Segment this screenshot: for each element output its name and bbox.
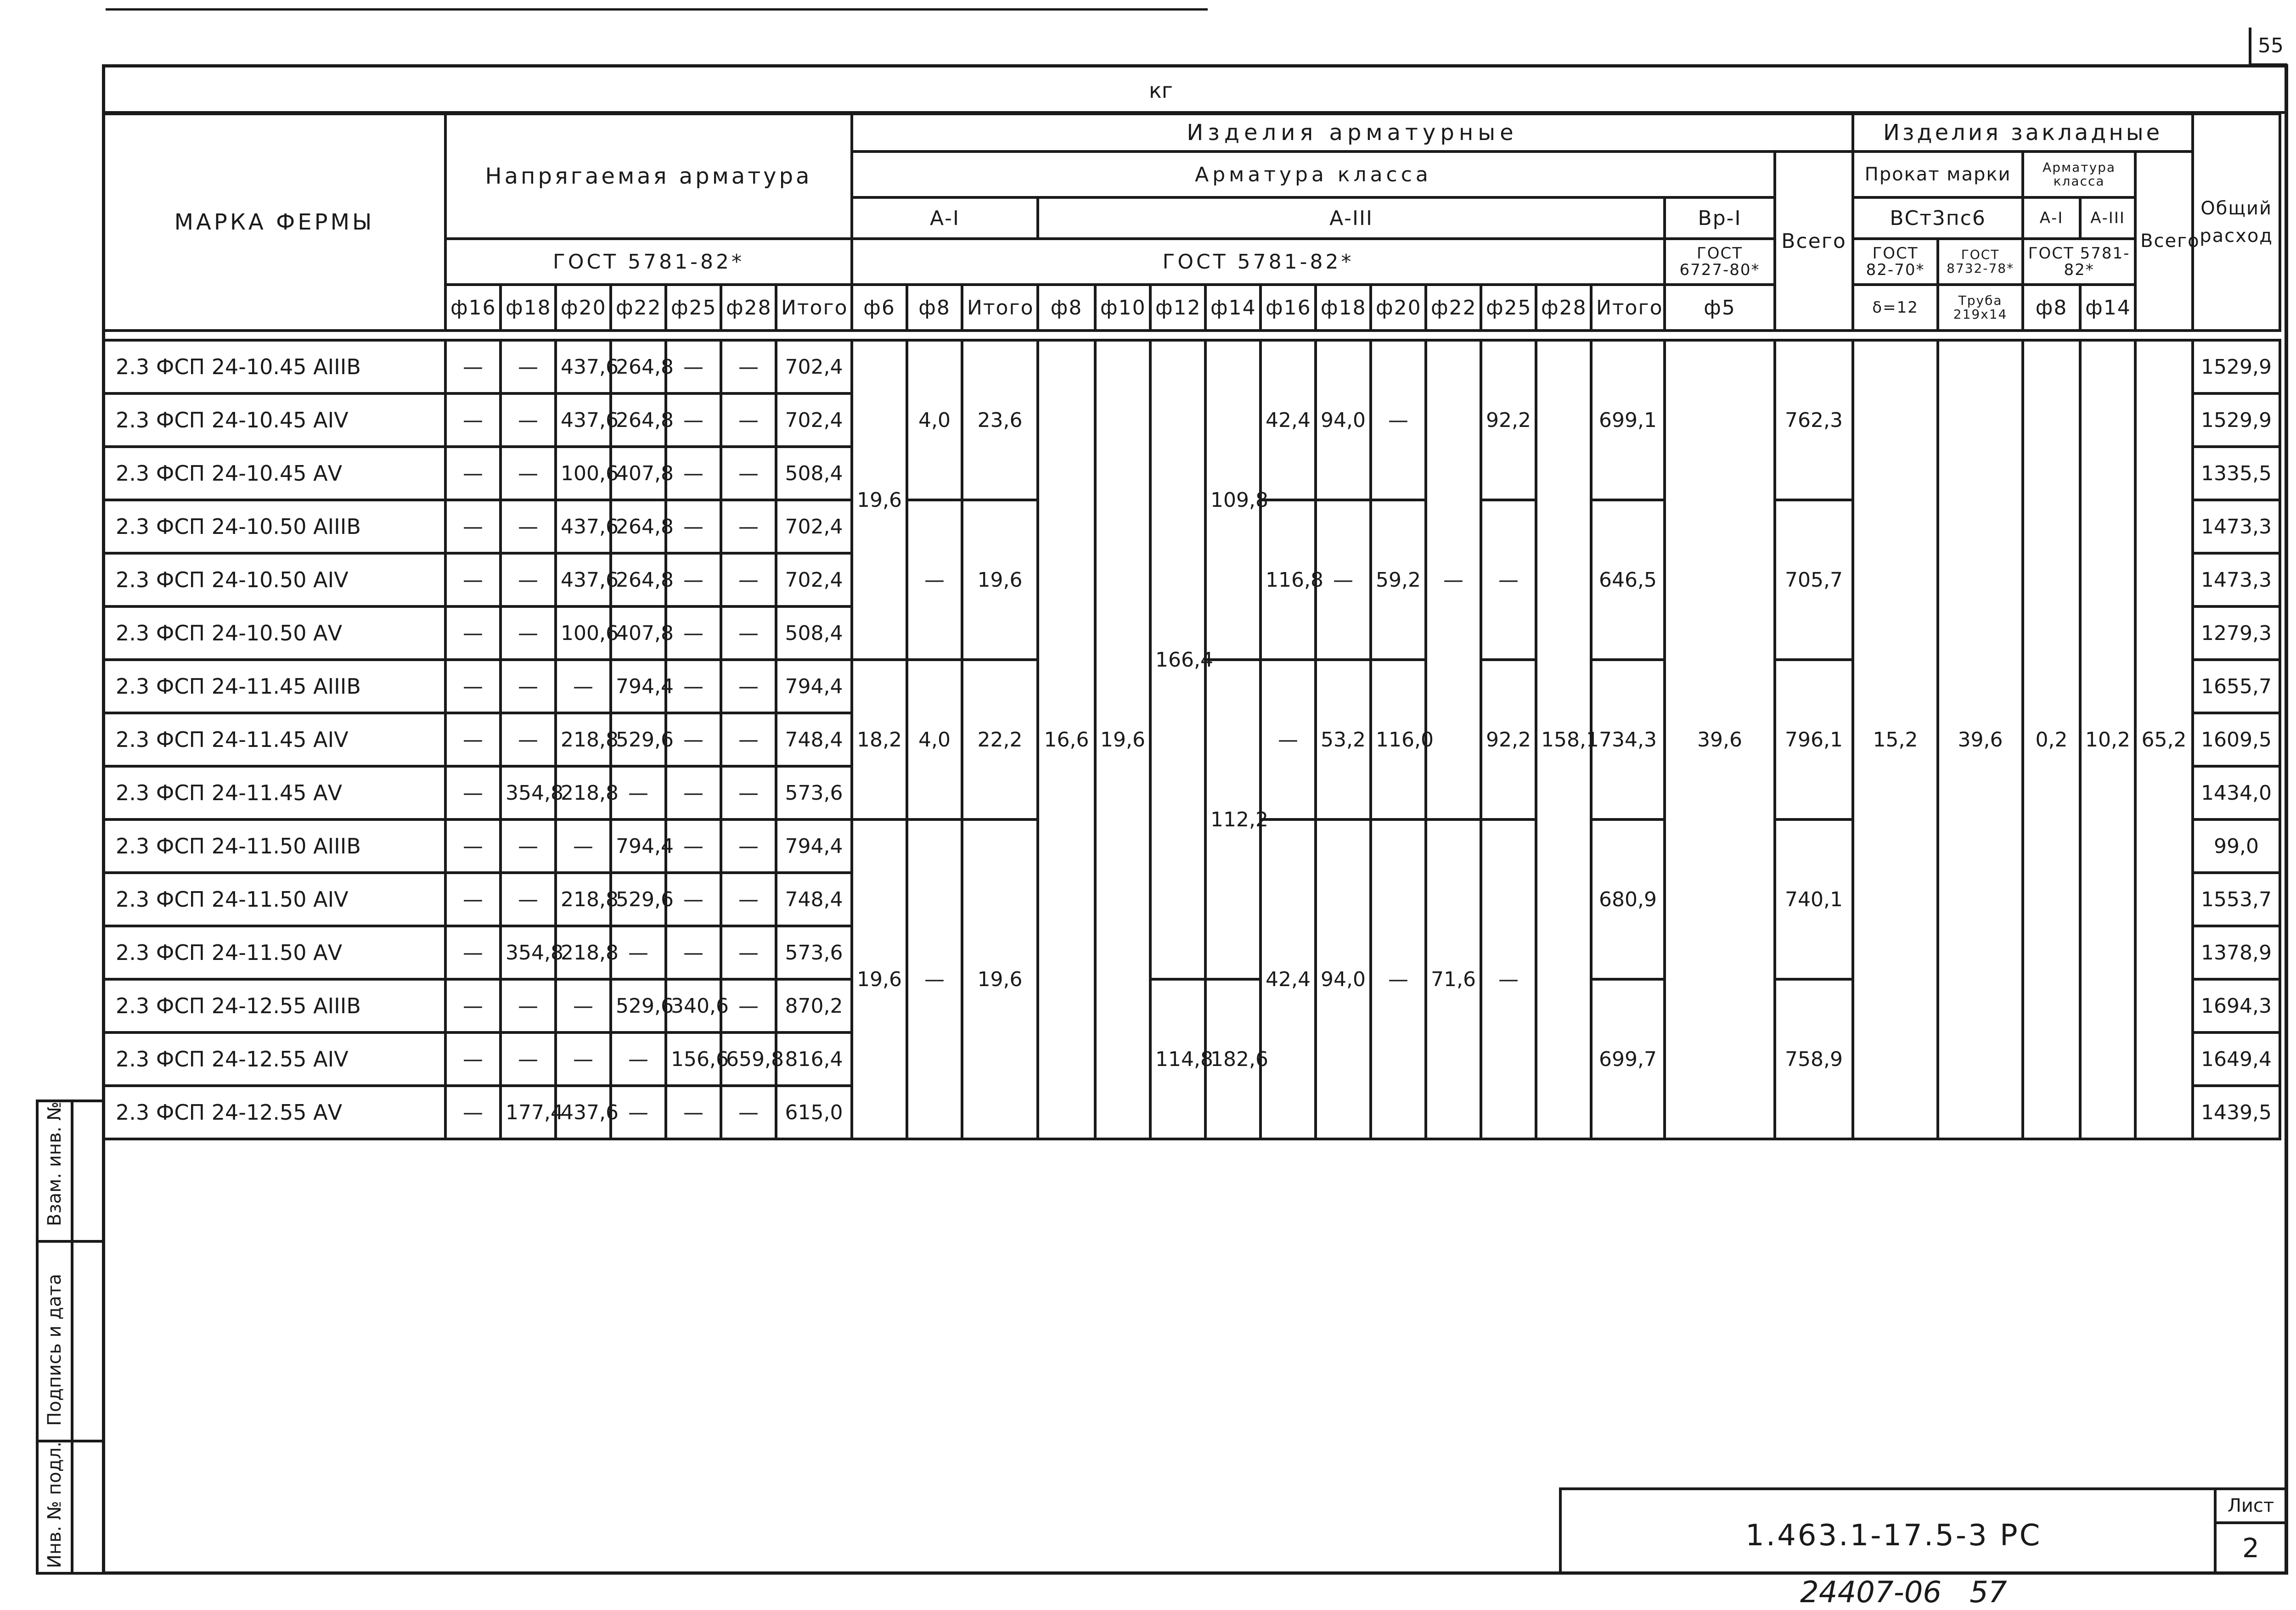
- prestressed-value: 354,8: [501, 926, 556, 979]
- top-edge-line: [106, 8, 1208, 11]
- overall-total: 1378,9: [2193, 926, 2280, 979]
- header-table: [102, 112, 2281, 332]
- prestressed-value: 816,4: [776, 1032, 852, 1086]
- a3-d25-value: —: [1481, 500, 1536, 660]
- prestressed-value: —: [445, 1086, 501, 1139]
- overall-total: 1649,4: [2193, 1032, 2280, 1086]
- prestressed-value: —: [445, 766, 501, 819]
- emb-delta: δ=12: [1853, 285, 1938, 331]
- dia-a3-18: ф18: [1316, 285, 1371, 331]
- dia-p25: ф25: [666, 285, 721, 331]
- prestressed-value: —: [445, 660, 501, 713]
- dia-a3-8: ф8: [1038, 285, 1095, 331]
- truss-mark: 2.3 ФСП 24-10.45 АV: [103, 447, 445, 500]
- prestressed-value: —: [501, 340, 556, 393]
- overall-total: 1609,5: [2193, 713, 2280, 766]
- prestressed-value: —: [611, 926, 666, 979]
- dia-emb-14: ф14: [2080, 285, 2135, 331]
- a3-d20-value: —: [1371, 819, 1426, 1139]
- prestressed-value: 529,6: [611, 713, 666, 766]
- prestressed-value: —: [666, 819, 721, 873]
- a3-d20-value: 116,0: [1371, 660, 1426, 819]
- truss-mark: 2.3 ФСП 24-10.50 АIIIВ: [103, 500, 445, 553]
- products-total-value: 796,1: [1775, 660, 1853, 819]
- col-header-mark: МАРКА ФЕРМЫ: [103, 114, 445, 331]
- a3-d8-value: 16,6: [1038, 340, 1095, 1139]
- sign-date-label: Подпись и дата: [44, 1273, 65, 1426]
- col-header-emb-a3: А-III: [2080, 197, 2135, 239]
- prestressed-value: —: [445, 713, 501, 766]
- truss-mark: 2.3 ФСП 24-11.50 АIV: [103, 873, 445, 926]
- overall-total: 1529,9: [2193, 393, 2280, 447]
- prestressed-value: —: [445, 979, 501, 1032]
- prestressed-value: —: [721, 393, 776, 447]
- sheet-label: Лист: [2217, 1490, 2285, 1524]
- products-total-value: 705,7: [1775, 500, 1853, 660]
- prestressed-value: —: [721, 500, 776, 553]
- a3-d18-value: 94,0: [1316, 340, 1371, 500]
- prestressed-value: —: [721, 553, 776, 606]
- prestressed-value: —: [556, 660, 611, 713]
- prestressed-value: —: [666, 500, 721, 553]
- truss-mark: 2.3 ФСП 24-11.50 АIIIВ: [103, 819, 445, 873]
- col-header-gost-5781-82: ГОСТ 5781-82*: [2023, 239, 2135, 285]
- prestressed-value: —: [721, 926, 776, 979]
- title-block: [1559, 1487, 2288, 1575]
- prestressed-value: —: [445, 340, 501, 393]
- a3-d16-value: 42,4: [1261, 819, 1316, 1139]
- prestressed-value: —: [666, 553, 721, 606]
- prestressed-value: 407,8: [611, 606, 666, 660]
- prestressed-value: —: [611, 1032, 666, 1086]
- a1-d8-value: 4,0: [907, 660, 962, 819]
- prestressed-value: 437,6: [556, 393, 611, 447]
- prestressed-value: —: [556, 979, 611, 1032]
- dia-vr-5: ф5: [1665, 285, 1775, 331]
- prestressed-value: —: [501, 819, 556, 873]
- prestressed-value: —: [666, 766, 721, 819]
- dia-a3-16: ф16: [1261, 285, 1316, 331]
- dia-p20: ф20: [556, 285, 611, 331]
- prestressed-value: 340,6: [666, 979, 721, 1032]
- a3-d14-value: 182,6: [1205, 979, 1261, 1139]
- products-total-value: 740,1: [1775, 819, 1853, 979]
- prestressed-value: 870,2: [776, 979, 852, 1032]
- prestressed-value: 659,8: [721, 1032, 776, 1086]
- prestressed-value: —: [721, 447, 776, 500]
- prestressed-value: —: [721, 660, 776, 713]
- prestressed-value: 264,8: [611, 393, 666, 447]
- dia-a1-8: ф8: [907, 285, 962, 331]
- prestressed-value: 794,4: [611, 660, 666, 713]
- a3-total-value: 646,5: [1591, 500, 1665, 660]
- prestressed-value: —: [445, 393, 501, 447]
- prestressed-value: —: [501, 660, 556, 713]
- a3-d16-value: 42,4: [1261, 340, 1316, 500]
- col-header-products-total: Всего: [1775, 151, 1853, 331]
- prestressed-value: 264,8: [611, 553, 666, 606]
- prestressed-value: 529,6: [611, 979, 666, 1032]
- truss-mark: 2.3 ФСП 24-10.50 АV: [103, 606, 445, 660]
- prestressed-value: —: [611, 1086, 666, 1139]
- prestressed-value: —: [666, 660, 721, 713]
- prestressed-value: 529,6: [611, 873, 666, 926]
- side-stamp: [36, 1100, 105, 1575]
- prestressed-value: —: [666, 447, 721, 500]
- dia-p16: ф16: [445, 285, 501, 331]
- overall-total: 99,0: [2193, 819, 2280, 873]
- col-header-overall: Общий расход: [2193, 114, 2280, 331]
- prestressed-value: —: [666, 873, 721, 926]
- col-header-class-a1: А-I: [852, 197, 1038, 239]
- dia-p-total: Итого: [776, 285, 852, 331]
- prestressed-value: 100,6: [556, 447, 611, 500]
- prestressed-value: —: [445, 553, 501, 606]
- prestressed-value: 573,6: [776, 766, 852, 819]
- emb-d8-value: 0,2: [2023, 340, 2080, 1139]
- a1-d8-value: —: [907, 500, 962, 660]
- truss-mark: 2.3 ФСП 24-10.45 АIIIВ: [103, 340, 445, 393]
- a3-d12-value: 114,8: [1150, 979, 1205, 1139]
- dia-p28: ф28: [721, 285, 776, 331]
- truss-mark: 2.3 ФСП 24-12.55 АIIIВ: [103, 979, 445, 1032]
- truss-mark: 2.3 ФСП 24-11.45 АIV: [103, 713, 445, 766]
- overall-total: 1553,7: [2193, 873, 2280, 926]
- col-header-embedded: Изделия закладные: [1853, 114, 2193, 151]
- col-header-products: Изделия арматурные: [852, 114, 1853, 151]
- overall-total: 1529,9: [2193, 340, 2280, 393]
- prestressed-value: —: [666, 926, 721, 979]
- dia-a1-6: ф6: [852, 285, 907, 331]
- dia-emb-8: ф8: [2023, 285, 2080, 331]
- col-header-rebar-gost: ГОСТ 5781-82*: [852, 239, 1665, 285]
- a3-d20-value: 59,2: [1371, 500, 1426, 660]
- prestressed-value: —: [445, 606, 501, 660]
- a3-d16-value: 116,8: [1261, 500, 1316, 660]
- prestressed-value: —: [556, 1032, 611, 1086]
- col-header-prestressed-gost: ГОСТ 5781-82*: [445, 239, 852, 285]
- prestressed-value: 748,4: [776, 713, 852, 766]
- prestressed-value: 702,4: [776, 340, 852, 393]
- prestressed-value: —: [556, 819, 611, 873]
- prestressed-value: 354,8: [501, 766, 556, 819]
- a1-total-value: 19,6: [962, 819, 1038, 1139]
- overall-total: 1439,5: [2193, 1086, 2280, 1139]
- unit-label: кг: [1149, 78, 1173, 103]
- dia-a3-12: ф12: [1150, 285, 1205, 331]
- prestressed-value: 508,4: [776, 447, 852, 500]
- a3-d25-value: 92,2: [1481, 660, 1536, 819]
- overall-total: 1694,3: [2193, 979, 2280, 1032]
- prestressed-value: —: [501, 447, 556, 500]
- truss-mark: 2.3 ФСП 24-10.45 АIV: [103, 393, 445, 447]
- overall-total: 1434,0: [2193, 766, 2280, 819]
- prestressed-value: —: [666, 713, 721, 766]
- prestressed-value: 177,4: [501, 1086, 556, 1139]
- prestressed-value: —: [445, 819, 501, 873]
- vr-d5-value: 39,6: [1665, 340, 1775, 1139]
- a3-d20-value: —: [1371, 340, 1426, 500]
- a1-d6-value: 18,2: [852, 660, 907, 819]
- a1-total-value: 19,6: [962, 500, 1038, 660]
- a3-d18-value: 94,0: [1316, 819, 1371, 1139]
- prestressed-value: 407,8: [611, 447, 666, 500]
- table-row: [103, 340, 2280, 393]
- a3-total-value: 680,9: [1591, 819, 1665, 979]
- prestressed-value: —: [721, 713, 776, 766]
- prestressed-value: —: [611, 766, 666, 819]
- prestressed-value: —: [501, 393, 556, 447]
- col-header-rolled-steel: ВСт3пс6: [1853, 197, 2023, 239]
- a3-d18-value: 53,2: [1316, 660, 1371, 819]
- a3-d12-value: 166,4: [1150, 340, 1205, 979]
- prestressed-value: —: [501, 873, 556, 926]
- prestressed-value: 702,4: [776, 500, 852, 553]
- col-header-vr-gost: ГОСТ 6727-80*: [1665, 239, 1775, 285]
- a1-d8-value: —: [907, 819, 962, 1139]
- prestressed-value: —: [501, 500, 556, 553]
- a1-total-value: 22,2: [962, 660, 1038, 819]
- col-header-emb-a1: А-I: [2023, 197, 2080, 239]
- col-header-emb-total: Всего: [2135, 151, 2193, 331]
- emb-plate-value: 15,2: [1853, 340, 1938, 1139]
- col-header-class-vr1: Вр-I: [1665, 197, 1775, 239]
- prestressed-value: —: [445, 873, 501, 926]
- dia-a3-28: ф28: [1536, 285, 1591, 331]
- prestressed-value: —: [721, 979, 776, 1032]
- a3-d22-value: 71,6: [1426, 819, 1481, 1139]
- a3-d25-value: —: [1481, 819, 1536, 1139]
- document-code: 1.463.1-17.5-3 РС: [1745, 1519, 2042, 1553]
- prestressed-value: —: [666, 606, 721, 660]
- page-number-box: [2249, 28, 2287, 66]
- inv-replaced-label: Взам. инв. №: [44, 1101, 65, 1226]
- truss-mark: 2.3 ФСП 24-12.55 АV: [103, 1086, 445, 1139]
- prestressed-value: 264,8: [611, 500, 666, 553]
- col-header-rebar-class: Арматура класса: [852, 151, 1775, 197]
- prestressed-value: 156,6: [666, 1032, 721, 1086]
- a1-total-value: 23,6: [962, 340, 1038, 500]
- prestressed-value: 508,4: [776, 606, 852, 660]
- prestressed-value: 573,6: [776, 926, 852, 979]
- dia-p18: ф18: [501, 285, 556, 331]
- truss-mark: 2.3 ФСП 24-11.45 АV: [103, 766, 445, 819]
- col-header-gost-8732-78: ГОСТ 8732-78*: [1938, 239, 2023, 285]
- a3-d14-value: 109,8: [1205, 340, 1261, 660]
- prestressed-value: 748,4: [776, 873, 852, 926]
- col-header-class-a3: А-III: [1038, 197, 1665, 239]
- overall-total: 1655,7: [2193, 660, 2280, 713]
- a3-total-value: 699,1: [1591, 340, 1665, 500]
- prestressed-value: —: [721, 819, 776, 873]
- col-header-prestressed: Напрягаемая арматура: [445, 114, 852, 239]
- dia-a3-25: ф25: [1481, 285, 1536, 331]
- a3-total-value: 734,3: [1591, 660, 1665, 819]
- prestressed-value: —: [666, 1086, 721, 1139]
- prestressed-value: —: [445, 500, 501, 553]
- frame-right-shadow: [2285, 64, 2288, 1575]
- prestressed-value: 437,6: [556, 340, 611, 393]
- a3-d25-value: 92,2: [1481, 340, 1536, 500]
- truss-mark: 2.3 ФСП 24-10.50 АIV: [103, 553, 445, 606]
- prestressed-value: 218,8: [556, 713, 611, 766]
- a3-d22-value: —: [1426, 340, 1481, 819]
- emb-total-value: 65,2: [2135, 340, 2193, 1139]
- col-header-emb-rebar-class: Арматура класса: [2023, 151, 2135, 197]
- prestressed-value: 794,4: [776, 660, 852, 713]
- data-table: [102, 339, 2281, 1140]
- prestressed-value: —: [721, 873, 776, 926]
- prestressed-value: 218,8: [556, 873, 611, 926]
- prestressed-value: 218,8: [556, 766, 611, 819]
- a1-d6-value: 19,6: [852, 819, 907, 1139]
- prestressed-value: —: [501, 553, 556, 606]
- prestressed-value: —: [721, 766, 776, 819]
- overall-total: 1473,3: [2193, 500, 2280, 553]
- prestressed-value: 794,4: [776, 819, 852, 873]
- a3-total-value: 699,7: [1591, 979, 1665, 1139]
- emb-pipe-value: 39,6: [1938, 340, 2023, 1139]
- prestressed-value: —: [721, 606, 776, 660]
- prestressed-value: 100,6: [556, 606, 611, 660]
- a3-d16-value: —: [1261, 660, 1316, 819]
- sheet-number: 2: [2242, 1532, 2259, 1564]
- prestressed-value: —: [666, 393, 721, 447]
- prestressed-value: —: [501, 606, 556, 660]
- truss-mark: 2.3 ФСП 24-11.50 АV: [103, 926, 445, 979]
- prestressed-value: 437,6: [556, 500, 611, 553]
- overall-total: 1279,3: [2193, 606, 2280, 660]
- dia-a3-20: ф20: [1371, 285, 1426, 331]
- footer-archive-number: 24407-06 57: [1800, 1576, 2007, 1610]
- truss-mark: 2.3 ФСП 24-11.45 АIIIВ: [103, 660, 445, 713]
- prestressed-value: —: [721, 340, 776, 393]
- prestressed-value: 615,0: [776, 1086, 852, 1139]
- dia-a3-22: ф22: [1426, 285, 1481, 331]
- col-header-rolled-brand: Прокат марки: [1853, 151, 2023, 197]
- a1-d6-value: 19,6: [852, 340, 907, 660]
- truss-mark: 2.3 ФСП 24-12.55 АIV: [103, 1032, 445, 1086]
- prestressed-value: 794,4: [611, 819, 666, 873]
- sheet-cell: [2214, 1490, 2285, 1572]
- inv-orig-label: Инв. № подл.: [44, 1442, 65, 1568]
- dia-p22: ф22: [611, 285, 666, 331]
- prestressed-value: 702,4: [776, 553, 852, 606]
- prestressed-value: —: [501, 713, 556, 766]
- prestressed-value: 702,4: [776, 393, 852, 447]
- overall-total: 1473,3: [2193, 553, 2280, 606]
- prestressed-value: —: [721, 1086, 776, 1139]
- prestressed-value: 218,8: [556, 926, 611, 979]
- prestressed-value: —: [445, 926, 501, 979]
- prestressed-value: —: [445, 447, 501, 500]
- overall-total: 1335,5: [2193, 447, 2280, 500]
- a3-d14-value: 112,2: [1205, 660, 1261, 979]
- prestressed-value: 264,8: [611, 340, 666, 393]
- dia-a3-14: ф14: [1205, 285, 1261, 331]
- unit-header-row: [102, 64, 2288, 114]
- prestressed-value: —: [445, 1032, 501, 1086]
- products-total-value: 758,9: [1775, 979, 1853, 1139]
- products-total-value: 762,3: [1775, 340, 1853, 500]
- a3-d10-value: 19,6: [1095, 340, 1150, 1139]
- prestressed-value: 437,6: [556, 1086, 611, 1139]
- prestressed-value: —: [501, 1032, 556, 1086]
- dia-a1-total: Итого: [962, 285, 1038, 331]
- a3-d18-value: —: [1316, 500, 1371, 660]
- dia-a3-10: ф10: [1095, 285, 1150, 331]
- page-number: 55: [2258, 34, 2284, 57]
- emb-d14-value: 10,2: [2080, 340, 2135, 1139]
- prestressed-value: —: [501, 979, 556, 1032]
- prestressed-value: —: [666, 340, 721, 393]
- dia-a3-total: Итого: [1591, 285, 1665, 331]
- emb-pipe: Труба 219х14: [1938, 285, 2023, 331]
- prestressed-value: 437,6: [556, 553, 611, 606]
- a3-d28-value: 158,1: [1536, 340, 1591, 1139]
- col-header-gost-82-70: ГОСТ 82-70*: [1853, 239, 1938, 285]
- a1-d8-value: 4,0: [907, 340, 962, 500]
